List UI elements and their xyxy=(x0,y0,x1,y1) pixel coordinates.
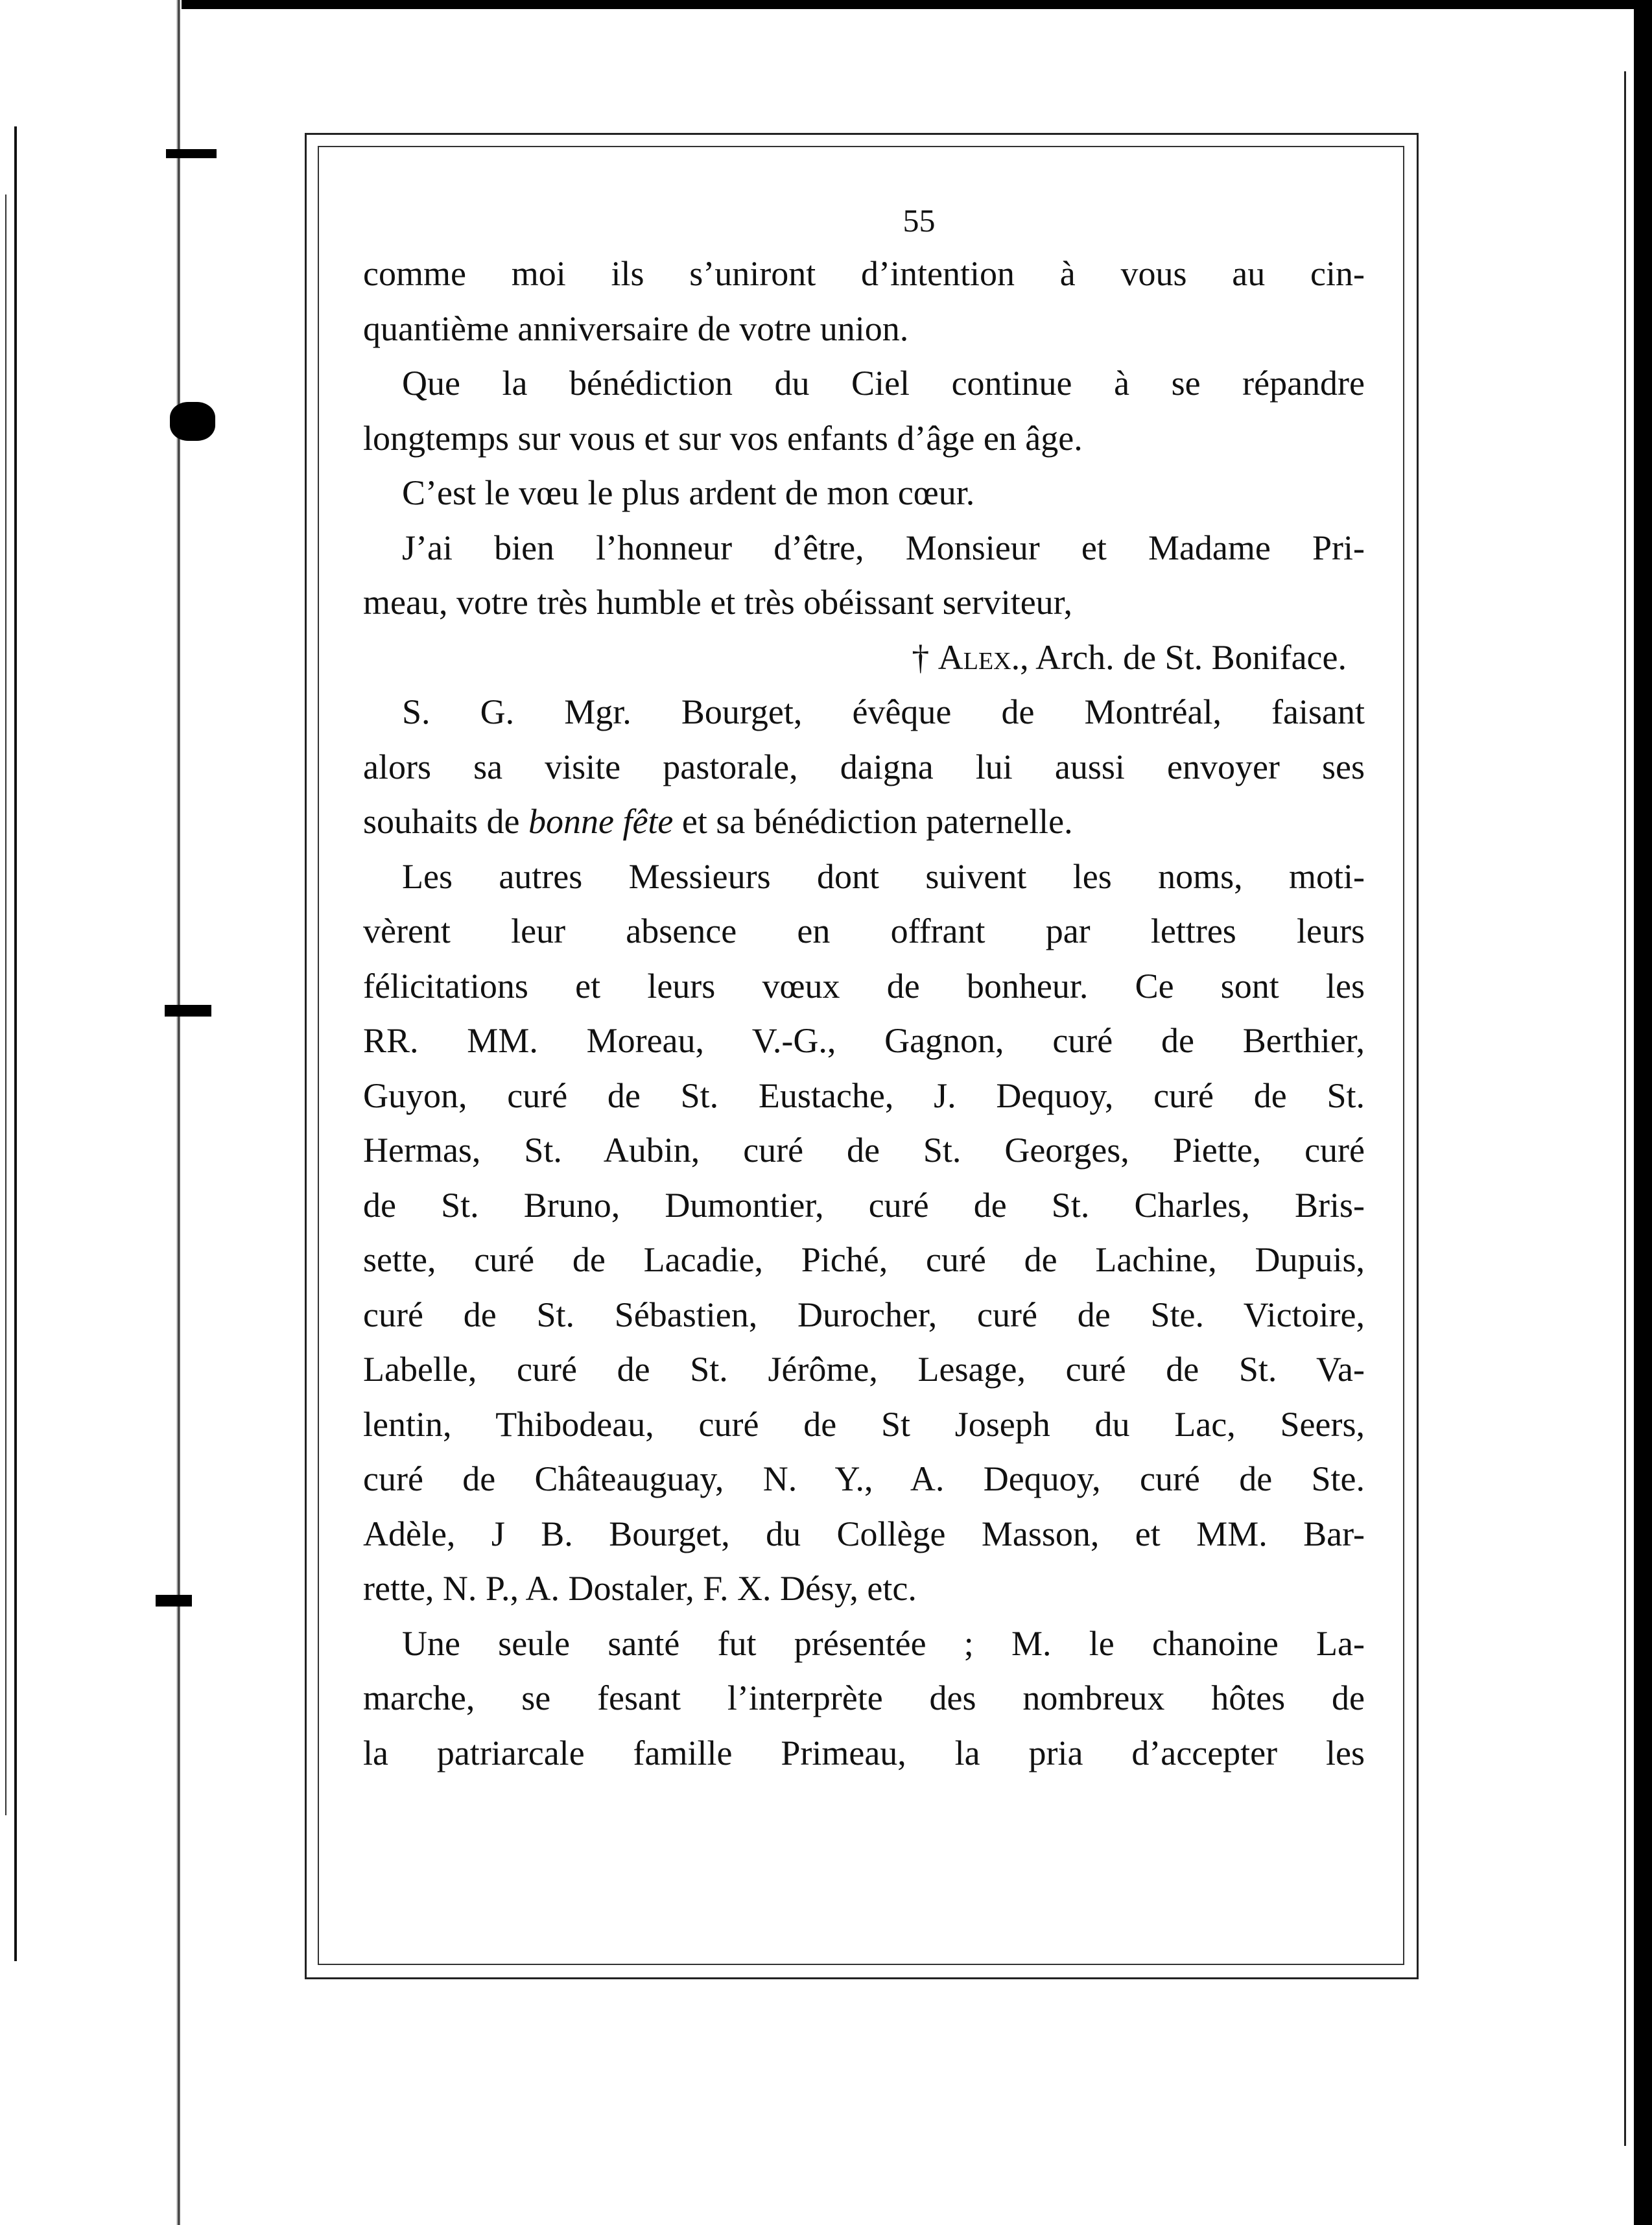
binding-stitch-3 xyxy=(165,1005,211,1017)
text-line: la patriarcale famille Primeau, la pria d’accepter les xyxy=(363,1733,1365,1772)
text-line: Que la bénédiction du Ciel continue à se répandre xyxy=(402,364,1365,403)
signature-name: Alex. xyxy=(938,637,1021,677)
binding-stitch-4 xyxy=(156,1595,192,1607)
text-line: Une seule santé fut présentée ; M. le chanoine La- xyxy=(402,1623,1365,1663)
bourget-paragraph xyxy=(363,685,1365,794)
left-page-edge xyxy=(5,194,6,1815)
text-line: comme moi ils s’uniront d’intention à vous au cin- xyxy=(363,254,1365,293)
right-page-edge-line xyxy=(1624,71,1626,2146)
text-line: alors sa visite pastorale, daigna lui aussi envoyer ses xyxy=(363,747,1365,786)
text-line: de St. Bruno, Dumontier, curé de St. Charles, Bris- xyxy=(363,1185,1365,1225)
scan-top-edge xyxy=(182,0,1652,9)
messieurs-paragraph xyxy=(363,849,1365,1781)
text-line: lentin, Thibodeau, curé de St Joseph du Lac, Seers, xyxy=(363,1404,1365,1444)
cross-symbol: † xyxy=(912,637,930,677)
text-line: félicitations et leurs vœux de bonheur. Ce sont les xyxy=(363,966,1365,1006)
signature-line xyxy=(363,630,1365,685)
text-line: rette, N. P., A. Dostaler, F. X. Désy, etc. xyxy=(363,1569,917,1608)
text-line: Labelle, curé de St. Jérôme, Lesage, curé de St. Va- xyxy=(363,1350,1365,1389)
text-line: longtemps sur vous et sur vos enfants d’âge en âge. xyxy=(363,418,1083,458)
text-line: C’est le vœu le plus ardent de mon cœur. xyxy=(402,473,975,512)
binding-stitch-2 xyxy=(170,402,215,441)
letter-closing xyxy=(363,246,1365,630)
text-line: Hermas, St. Aubin, curé de St. Georges, Piette, curé xyxy=(363,1131,1365,1170)
signature-title: , Arch. de St. Boniface. xyxy=(1020,637,1347,677)
text-line: Guyon, curé de St. Eustache, J. Dequoy, curé de St. xyxy=(363,1076,1365,1115)
italic-phrase: bonne fête xyxy=(528,802,674,841)
text-line: curé de St. Sébastien, Durocher, curé de Ste. Victoire, xyxy=(363,1295,1365,1334)
scan-right-edge xyxy=(1634,0,1652,2225)
left-page-frame-line xyxy=(14,126,17,1961)
page-number: 55 xyxy=(903,202,936,239)
text-line: S. G. Mgr. Bourget, évêque de Montréal, faisant xyxy=(402,692,1365,731)
text-line: marche, se fesant l’interprète des nombreux hôtes de xyxy=(363,1678,1365,1717)
text-line: Adèle, J B. Bourget, du Collège Masson, et MM. Bar- xyxy=(363,1514,1365,1553)
text-line: meau, votre très humble et très obéissant serviteur, xyxy=(363,583,1073,622)
text-line: Les autres Messieurs dont suivent les noms, moti- xyxy=(402,856,1365,896)
text-line: RR. MM. Moreau, V.-G., Gagnon, curé de Berthier, xyxy=(363,1021,1365,1060)
binding-stitch-1 xyxy=(166,149,217,158)
page-body xyxy=(363,194,1365,1780)
text-line: sette, curé de Lacadie, Piché, curé de Lachine, Dupuis, xyxy=(363,1240,1365,1279)
text-line: quantième anniversaire de votre union. xyxy=(363,309,909,348)
text-line: vèrent leur absence en offrant par lettres leurs xyxy=(363,912,1365,950)
text-line-italic: souhaits de bonne fête et sa bénédiction paternelle. xyxy=(363,802,1073,841)
text-line: J’ai bien l’honneur d’être, Monsieur et Madame Pri- xyxy=(402,528,1365,567)
book-spine xyxy=(176,0,180,2225)
text-line: curé de Châteauguay, N. Y., A. Dequoy, curé de Ste. xyxy=(363,1459,1365,1498)
